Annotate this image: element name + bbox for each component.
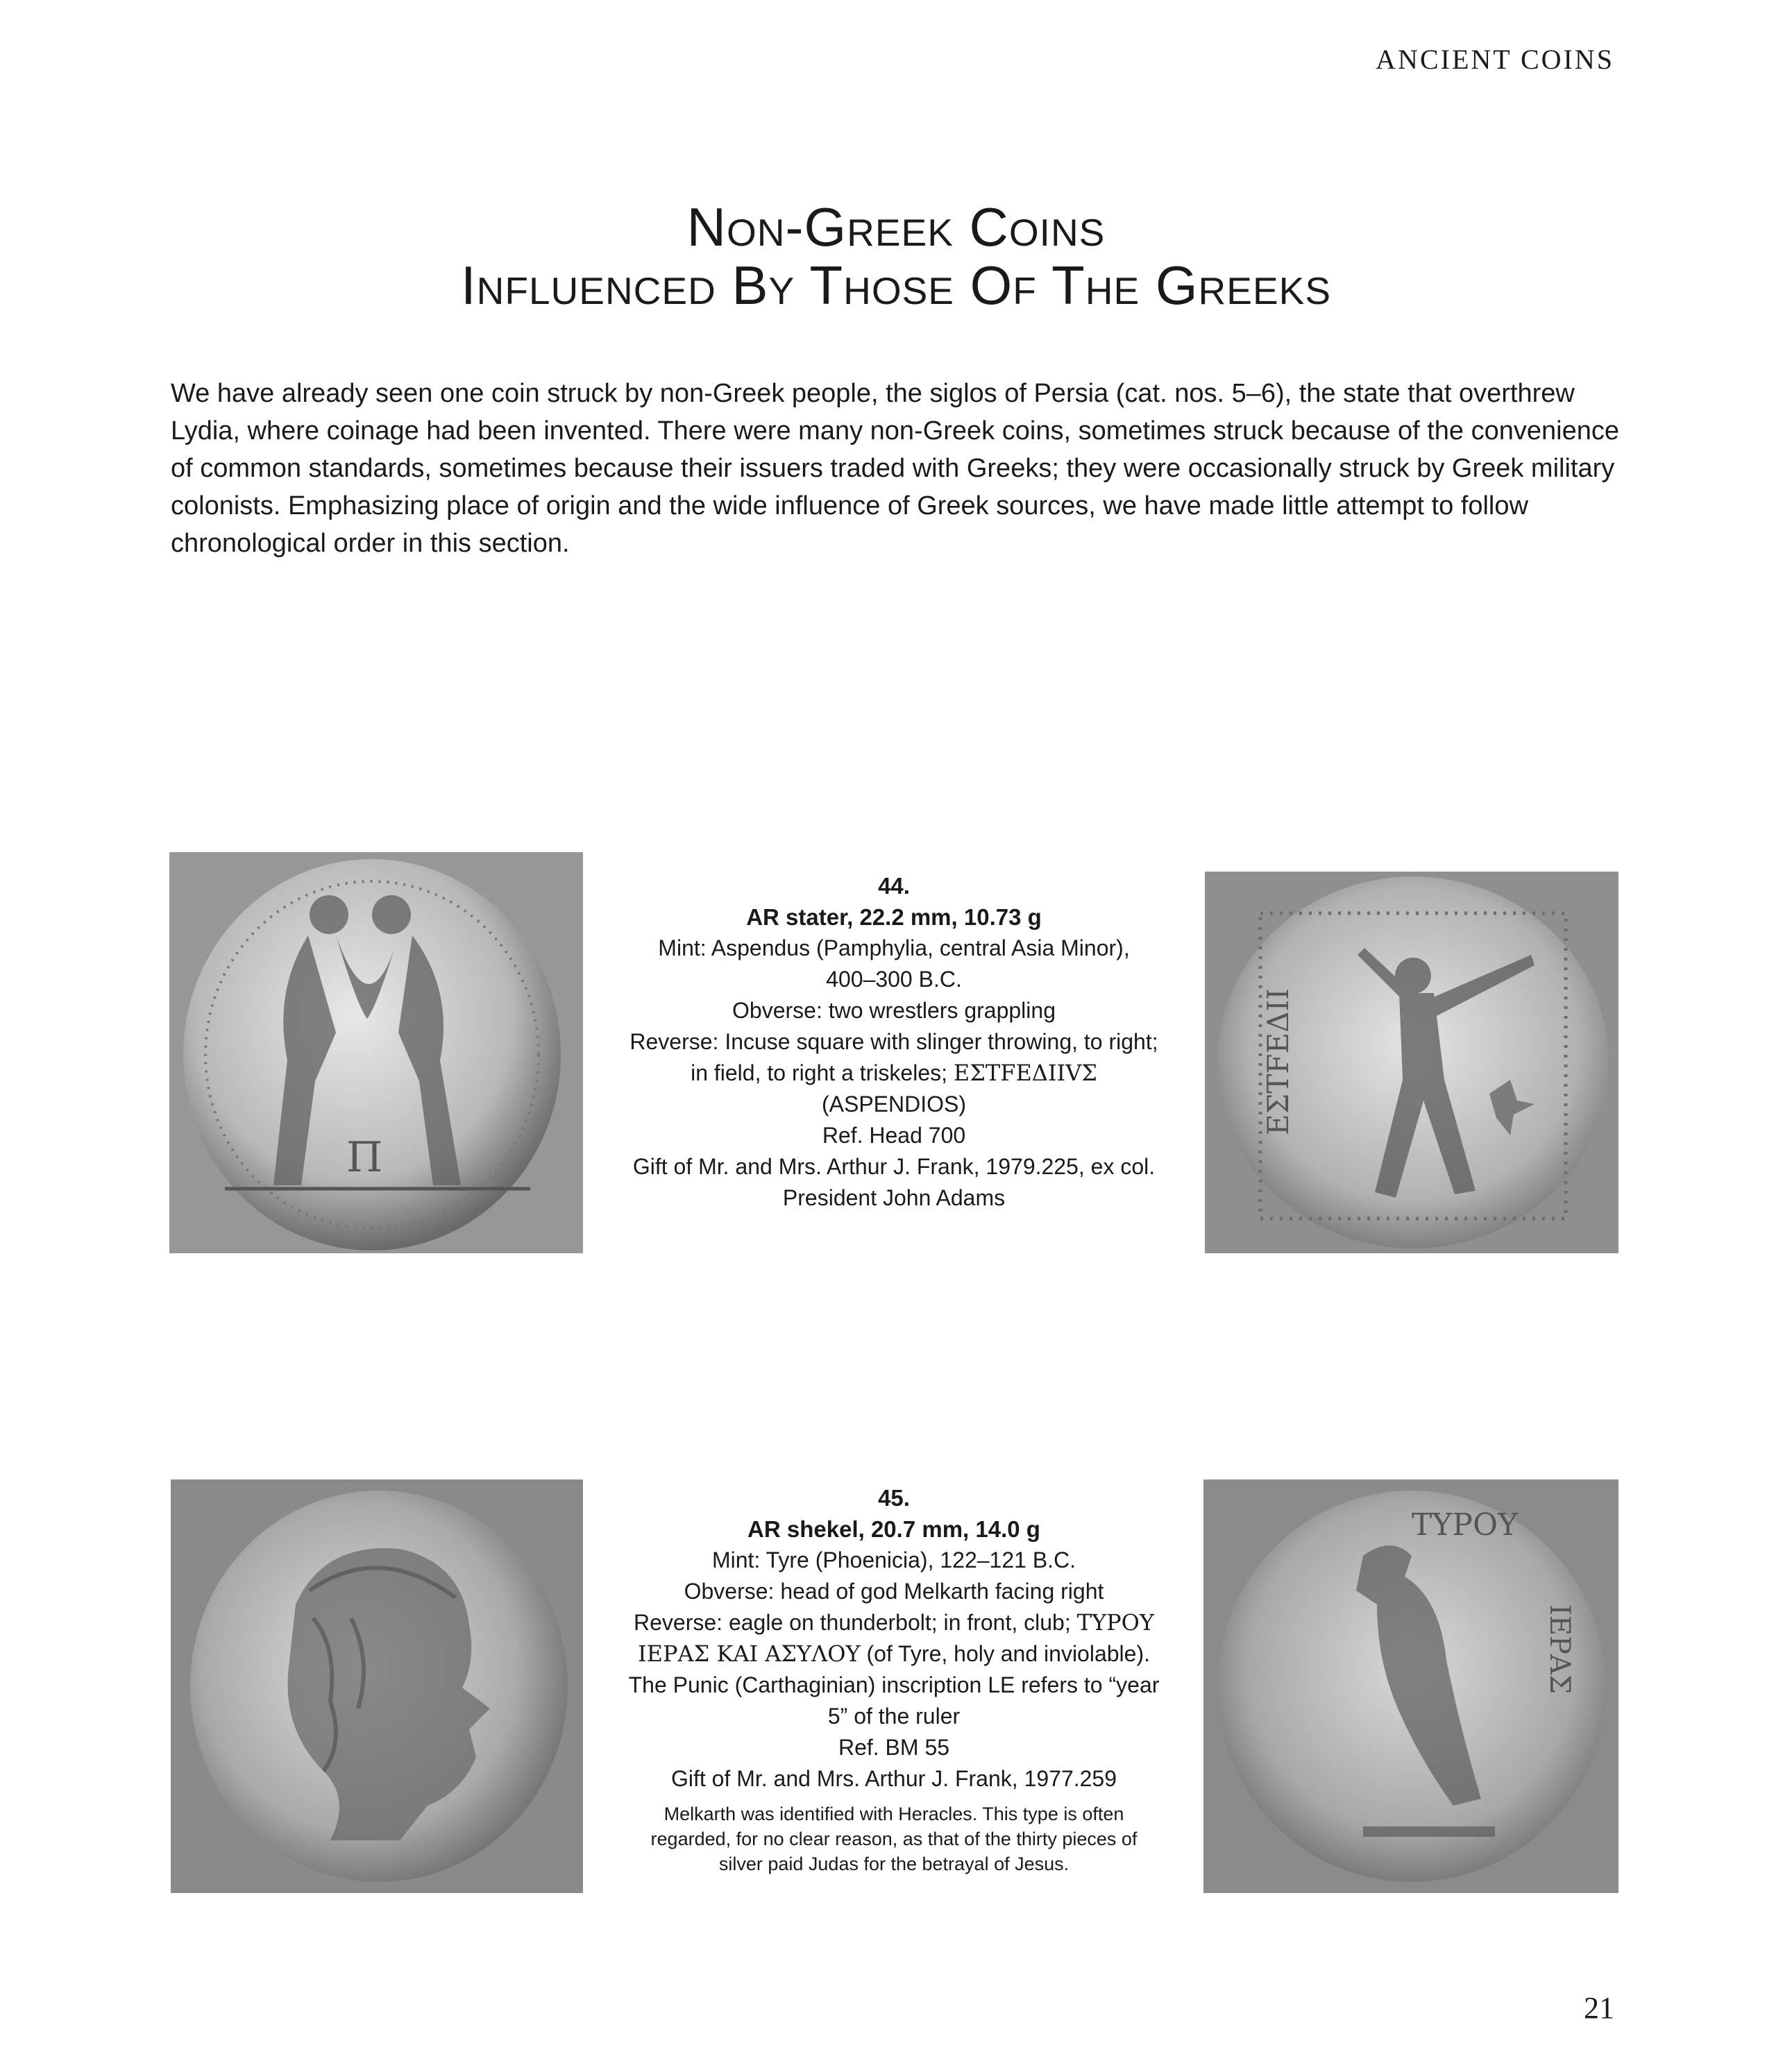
- svg-text:Π: Π: [346, 1133, 383, 1182]
- gift-line: Gift of Mr. and Mrs. Arthur J. Frank, 1979.225, ex col.: [632, 1154, 1156, 1179]
- coin-heading: AR stater, 22.2 mm, 10.73 g: [746, 904, 1042, 930]
- reverse-text: in field, to right a triskeles;: [691, 1060, 954, 1085]
- catalog-entry-45: [604, 1482, 1184, 1876]
- reverse-line-2: [604, 1058, 1184, 1089]
- reverse-line: [604, 1607, 1184, 1638]
- greek-inscription: ΤΥΡΟΥ: [1076, 1609, 1154, 1636]
- punic-line-2: 5” of the ruler: [827, 1704, 961, 1729]
- date-line: 400–300 B.C.: [826, 967, 962, 992]
- gift-line: Gift of Mr. and Mrs. Arthur J. Frank, 1977.259: [670, 1766, 1117, 1791]
- greek-inscription: ΕΣΤFΕΔIIVΣ: [953, 1060, 1097, 1086]
- reverse-line: Reverse: Incuse square with slinger throwing, to right;: [629, 1029, 1158, 1054]
- mint-line: Mint: Aspendus (Pamphylia, central Asia Minor),: [658, 935, 1130, 960]
- reference-line: Ref. BM 55: [838, 1735, 950, 1760]
- coin-heading: AR shekel, 20.7 mm, 14.0 g: [747, 1516, 1040, 1542]
- catalog-number: 45.: [878, 1485, 910, 1511]
- coin-44-obverse-image: [169, 852, 583, 1253]
- page-number: 21: [1584, 1991, 1614, 2025]
- section-title-line-1: Non-Greek Coins: [686, 196, 1106, 257]
- translation-text: (of Tyre, holy and inviolable).: [860, 1641, 1150, 1666]
- catalog-number: 44.: [878, 873, 910, 899]
- reference-line: Ref. Head 700: [822, 1123, 966, 1148]
- footnote-line-3: silver paid Judas for the betrayal of Jesus.: [718, 1854, 1070, 1874]
- catalog-entry-44: [604, 870, 1184, 1214]
- obverse-line: Obverse: head of god Melkarth facing right: [684, 1579, 1104, 1604]
- section-title: [0, 198, 1792, 314]
- reverse-line-2: [604, 1638, 1184, 1670]
- svg-text:ΤΥΡΟΥ: ΤΥΡΟΥ: [1412, 1507, 1519, 1543]
- coin-45-obverse-image: [171, 1479, 583, 1893]
- svg-text:ΙΕΡΑΣ: ΙΕΡΑΣ: [1544, 1604, 1575, 1695]
- intro-paragraph: We have already seen one coin struck by non-Greek people, the siglos of Persia (cat. nos. 5–6), the state that overthrew Lydia, where coinage had been invented. There were many non-Greek coins, sometimes struck because of the convenience of common standards, sometimes because their issuers traded with Greeks; they were occasionally struck by Greek military colonists. Emphasizing place of origin and the wide influence of Greek sources, we have made little attempt to follow chronological order in this section.: [171, 379, 1619, 558]
- coin-44-reverse-image: [1205, 872, 1618, 1253]
- mint-line: Mint: Tyre (Phoenicia), 122–121 B.C.: [711, 1547, 1076, 1572]
- greek-inscription-2: ΙΕΡΑΣ ΚΑΙ ΑΣΥΛΟΥ: [638, 1640, 861, 1667]
- footnote: [604, 1801, 1184, 1876]
- obverse-line: Obverse: two wrestlers grappling: [732, 998, 1056, 1023]
- reverse-line-3: (ASPENDIOS): [821, 1092, 967, 1117]
- reverse-text: Reverse: eagle on thunderbolt; in front, club;: [634, 1610, 1077, 1635]
- footnote-line-1: Melkarth was identified with Heracles. This type is often: [663, 1804, 1124, 1824]
- coin-45-reverse-image: [1203, 1479, 1618, 1893]
- section-title-line-2: Influenced By Those Of The Greeks: [460, 255, 1332, 316]
- gift-line-2: President John Adams: [782, 1185, 1006, 1210]
- footnote-line-2: regarded, for no clear reason, as that of the thirty pieces of: [650, 1829, 1138, 1849]
- svg-text:ΕΣΤFΕΔΙΙ: ΕΣΤFΕΔΙΙ: [1261, 988, 1295, 1135]
- running-head: ANCIENT COINS: [1376, 44, 1614, 75]
- punic-line: The Punic (Carthaginian) inscription LE refers to “year: [628, 1672, 1160, 1697]
